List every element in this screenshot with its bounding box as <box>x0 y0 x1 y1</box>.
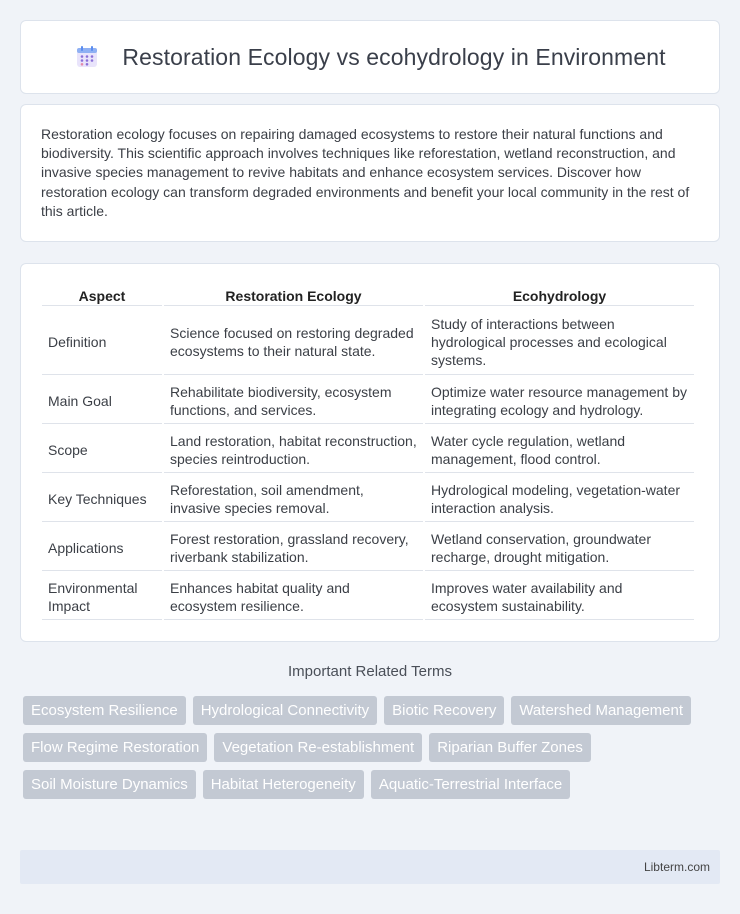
cell-ecohydrology: Optimize water resource management by integrating ecology and hydrology. <box>425 377 694 424</box>
calendar-grid-icon <box>74 44 100 70</box>
term-tag-vegetation-re-establishment[interactable]: Vegetation Re-establishment <box>214 733 422 762</box>
table-row <box>42 573 694 620</box>
intro-paragraph: Restoration ecology focuses on repairing damaged ecosystems to restore their natural functions and biodiversity. This scientific approach involves techniques like reforestation, wetland reconstruction, and invasive species management to revive habitats and enhance ecosystem services. Discover how restoration ecology can transform degraded environments and benefit your local community in the rest of this article. <box>41 126 690 219</box>
page-title: Restoration Ecology vs ecohydrology in Environment <box>122 43 666 70</box>
cell-ecohydrology: Study of interactions between hydrological processes and ecological systems. <box>425 308 694 375</box>
term-tag-hydrological-connectivity[interactable]: Hydrological Connectivity <box>193 696 377 725</box>
cell-ecohydrology: Wetland conservation, groundwater recharge, drought mitigation. <box>425 524 694 571</box>
comparison-table <box>40 284 696 622</box>
cell-restoration-ecology: Rehabilitate biodiversity, ecosystem functions, and services. <box>164 377 423 424</box>
table-header-row <box>42 286 694 306</box>
cell-ecohydrology: Improves water availability and ecosystem sustainability. <box>425 573 694 620</box>
term-tag-watershed-management[interactable]: Watershed Management <box>511 696 691 725</box>
cell-aspect: Scope <box>42 426 162 473</box>
cell-aspect: Definition <box>42 308 162 375</box>
cell-aspect: Main Goal <box>42 377 162 424</box>
table-row <box>42 524 694 571</box>
cell-restoration-ecology: Science focused on restoring degraded ecosystems to their natural state. <box>164 308 423 375</box>
footer-site-link[interactable]: Libterm.com <box>643 860 710 874</box>
cell-aspect: Applications <box>42 524 162 571</box>
cell-aspect: Environmental Impact <box>42 573 162 620</box>
related-terms-list <box>23 696 723 807</box>
comparison-card <box>20 263 720 642</box>
cell-restoration-ecology: Reforestation, soil amendment, invasive species removal. <box>164 475 423 522</box>
cell-ecohydrology: Hydrological modeling, vegetation-water interaction analysis. <box>425 475 694 522</box>
cell-restoration-ecology: Enhances habitat quality and ecosystem resilience. <box>164 573 423 620</box>
table-row <box>42 426 694 473</box>
header-restoration-ecology: Restoration Ecology <box>164 286 423 306</box>
cell-restoration-ecology: Forest restoration, grassland recovery, riverbank stabilization. <box>164 524 423 571</box>
table-row <box>42 377 694 424</box>
related-terms-heading: Important Related Terms <box>288 663 452 680</box>
footer <box>20 850 720 884</box>
table-row <box>42 475 694 522</box>
cell-aspect: Key Techniques <box>42 475 162 522</box>
table-row <box>42 308 694 375</box>
header <box>21 21 719 93</box>
term-tag-aquatic-terrestrial-interface[interactable]: Aquatic-Terrestrial Interface <box>371 770 570 799</box>
term-tag-ecosystem-resilience[interactable]: Ecosystem Resilience <box>23 696 186 725</box>
term-tag-biotic-recovery[interactable]: Biotic Recovery <box>384 696 504 725</box>
header-ecohydrology: Ecohydrology <box>425 286 694 306</box>
header-aspect: Aspect <box>42 286 162 306</box>
intro-card <box>20 104 720 242</box>
header-card <box>20 20 720 94</box>
cell-ecohydrology: Water cycle regulation, wetland management, flood control. <box>425 426 694 473</box>
term-tag-habitat-heterogeneity[interactable]: Habitat Heterogeneity <box>203 770 364 799</box>
cell-restoration-ecology: Land restoration, habitat reconstruction, species reintroduction. <box>164 426 423 473</box>
term-tag-flow-regime-restoration[interactable]: Flow Regime Restoration <box>23 733 207 762</box>
term-tag-riparian-buffer-zones[interactable]: Riparian Buffer Zones <box>429 733 591 762</box>
term-tag-soil-moisture-dynamics[interactable]: Soil Moisture Dynamics <box>23 770 196 799</box>
